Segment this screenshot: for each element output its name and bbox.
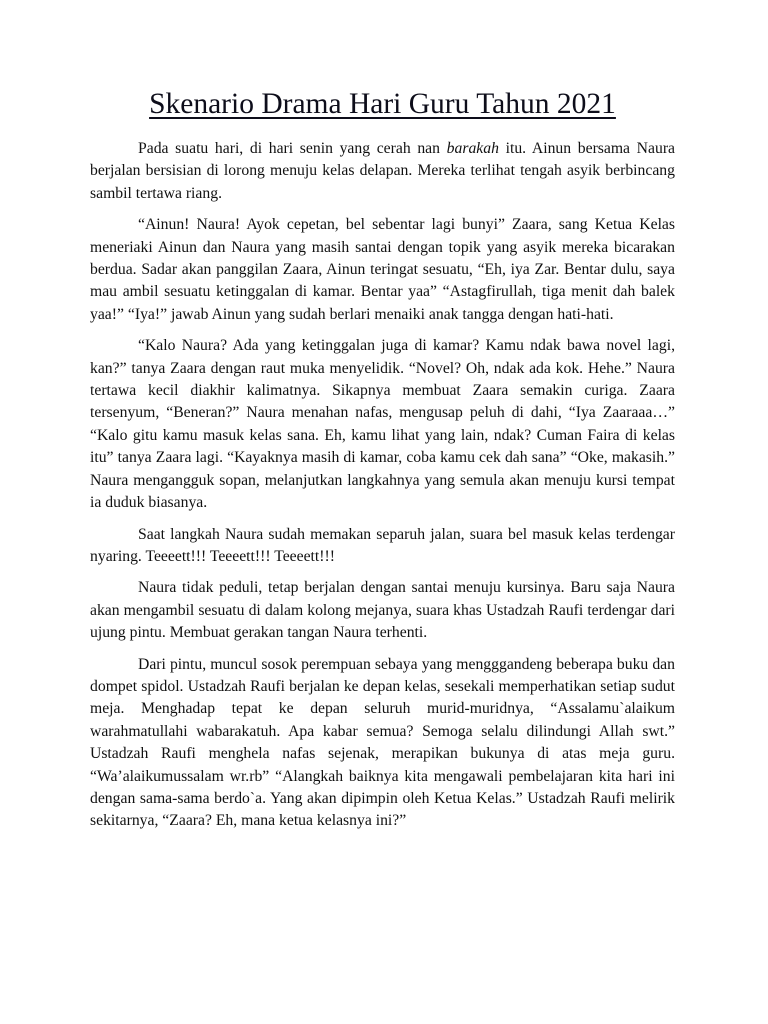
paragraph-4: Saat langkah Naura sudah memakan separuh jalan, suara bel masuk kelas terdengar nyaring. Teeeett!!! Teeeett!!! Teeeett!!! — [90, 525, 675, 565]
paragraph-1-italic-word: barakah — [446, 140, 499, 157]
document-title: Skenario Drama Hari Guru Tahun 2021 — [149, 88, 616, 120]
document-page — [90, 84, 675, 842]
paragraph-5: Naura tidak peduli, tetap berjalan dengan santai menuju kursinya. Baru saja Naura akan mengambil sesuatu di dalam kolong mejanya, suara khas Ustadzah Raufi terdengar dari ujung pintu. Membuat gerakan tangan Naura terhenti. — [90, 579, 675, 642]
paragraph-3: “Kalo Naura? Ada yang ketinggalan juga di kamar? Kamu ndak bawa novel lagi, kan?” tanya Zaara dengan raut muka menyelidik. “Novel? Oh, ndak ada kok. Hehe.” Naura tertawa kecil diakhir kalimatnya. Sikapnya membuat Zaara semakin curiga. Zaara tersenyum, “Beneran?” Naura menahan nafas, mengusap peluh di dahi, “Iya Zaaraaa…” “Kalo gitu kamu masuk kelas sana. Eh, kamu lihat yang lain, ndak? Cuman Faira di kelas itu” tanya Zaara lagi. “Kayaknya masih di kamar, coba kamu cek dah sana” “Oke, makasih.” Naura mengangguk sopan, melanjutkan langkahnya yang semula akan menuju kursi tempat ia duduk biasanya. — [90, 337, 675, 512]
paragraph-1-text-start: Pada suatu hari, di hari senin yang cerah nan — [138, 140, 447, 157]
paragraph-2: “Ainun! Naura! Ayok cepetan, bel sebentar lagi bunyi” Zaara, sang Ketua Kelas meneriaki Ainun dan Naura yang masih santai dengan topik yang asyik mereka bicarakan berdua. Sadar akan panggilan Zaara, Ainun teringat sesuatu, “Eh, iya Zar. Bentar dulu, saya mau ambil sesuatu ketinggalan di kamar. Bentar yaa” “Astagfirullah, tiga menit dah balek yaa!” “Iya!” jawab Ainun yang sudah berlari menaiki anak tangga dengan hati-hati. — [90, 216, 675, 323]
paragraph-6: Dari pintu, muncul sosok perempuan sebaya yang mengggandeng beberapa buku dan dompet spidol. Ustadzah Raufi berjalan ke depan kelas, sesekali memperhatikan setiap sudut meja. Menghadap tepat ke depan seluruh murid-muridnya, “Assalamu`alaikum warahmatullahi wabarakatuh. Apa kabar semua? Semoga selalu dilindungi Allah swt.” Ustadzah Raufi menghela nafas sejenak, merapikan bukunya di atas meja guru. “Wa’alaikumussalam wr.rb” “Alangkah baiknya kita mengawali pembelajaran kita hari ini dengan sama-sama berdo`a. Yang akan dipimpin oleh Ketua Kelas.” Ustadzah Raufi melirik sekitarnya, “Zaara? Eh, mana ketua kelasnya ini?” — [90, 655, 675, 830]
paragraph-1-text-end: itu. Ainun bersama Naura berjalan bersisian di lorong menuju kelas delapan. Mereka terlihat tengah asyik berbincang sambil tertawa riang. — [90, 140, 676, 202]
paragraph-1 — [90, 138, 675, 205]
